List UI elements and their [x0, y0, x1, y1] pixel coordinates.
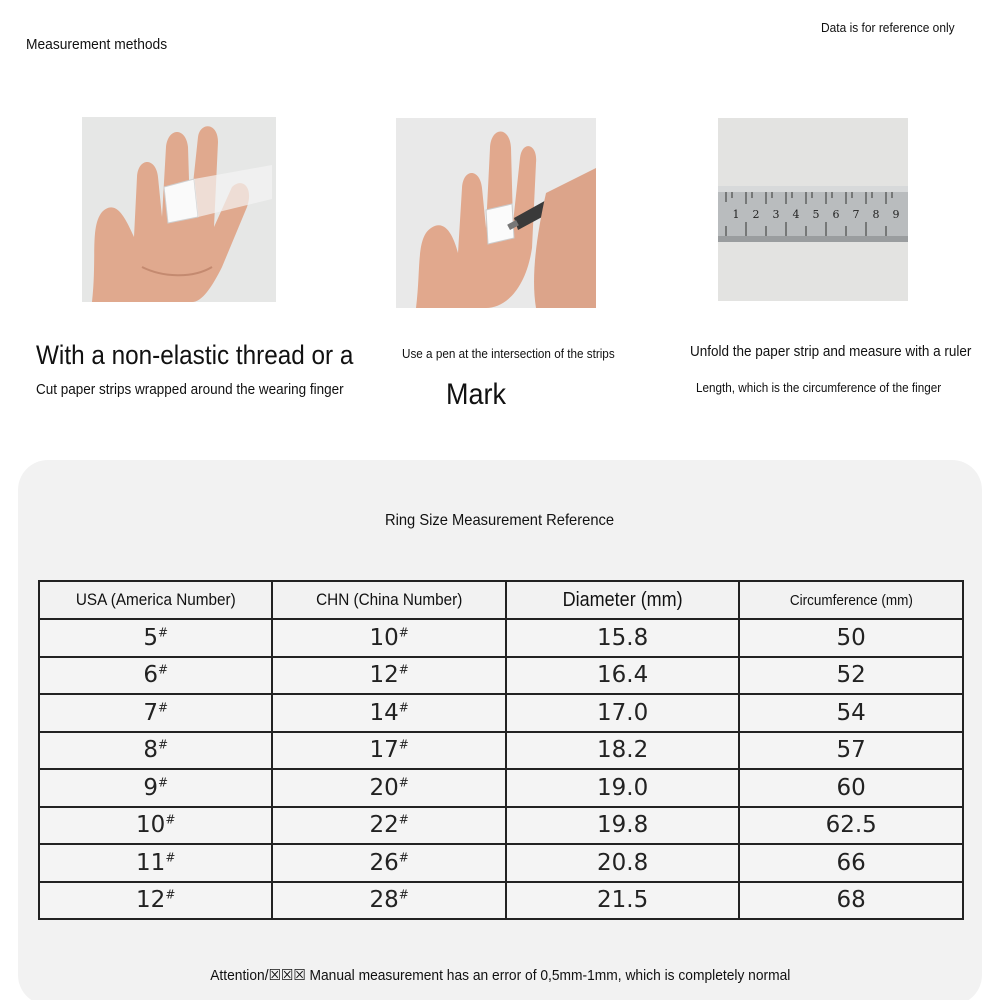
ruler-number: 3: [772, 208, 780, 221]
usa-size-cell: 8#: [39, 732, 272, 770]
chn-size-cell: 10#: [272, 619, 505, 657]
header-usa: USA (America Number): [39, 581, 272, 619]
instructions-section: [0, 0, 1000, 430]
table-row: [39, 657, 963, 695]
chn-size-cell: 22#: [272, 807, 505, 845]
step3-caption-line2: Length, which is the circumference of the finger: [696, 380, 942, 395]
step1-caption-line2: Cut paper strips wrapped around the wearing finger: [36, 381, 344, 398]
ring-size-table: [38, 580, 964, 920]
table-row: [39, 807, 963, 845]
usa-size-cell: 5#: [39, 619, 272, 657]
diameter-cell: 17.0: [506, 694, 740, 732]
chn-size-cell: 28#: [272, 882, 505, 920]
diameter-cell: 16.4: [506, 657, 740, 695]
diameter-cell: 21.5: [506, 882, 740, 920]
circumference-cell: 57: [739, 732, 963, 770]
circumference-cell: 52: [739, 657, 963, 695]
usa-size-cell: 7#: [39, 694, 272, 732]
ruler-photo: [718, 118, 908, 301]
diameter-cell: 15.8: [506, 619, 740, 657]
chn-size-cell: 14#: [272, 694, 505, 732]
hand-with-paper-strip-photo: [82, 117, 276, 302]
pen-marking-strip-photo: [396, 118, 596, 308]
ruler-number: 5: [812, 208, 820, 221]
usa-size-cell: 12#: [39, 882, 272, 920]
step1-caption-line1: With a non-elastic thread or a: [36, 340, 354, 370]
step2-caption-line2: Mark: [446, 378, 507, 411]
circumference-cell: 62.5: [739, 807, 963, 845]
usa-size-cell: 6#: [39, 657, 272, 695]
table-row: [39, 619, 963, 657]
usa-size-cell: 10#: [39, 807, 272, 845]
diameter-cell: 18.2: [506, 732, 740, 770]
table-row: [39, 694, 963, 732]
diameter-cell: 19.0: [506, 769, 740, 807]
ruler-number: 4: [792, 208, 800, 221]
table-row: [39, 732, 963, 770]
circumference-cell: 66: [739, 844, 963, 882]
diameter-cell: 19.8: [506, 807, 740, 845]
table-row: [39, 769, 963, 807]
ruler-number: 7: [852, 208, 860, 221]
ruler-number: 1: [732, 208, 740, 221]
circumference-cell: 68: [739, 882, 963, 920]
ruler-number: 2: [752, 208, 760, 221]
chn-size-cell: 17#: [272, 732, 505, 770]
table-row: [39, 882, 963, 920]
step3-caption-line1: Unfold the paper strip and measure with a ruler: [690, 343, 972, 360]
ruler-number: 9: [892, 208, 900, 221]
header-circumference: Circumference (mm): [739, 581, 963, 619]
diameter-cell: 20.8: [506, 844, 740, 882]
usa-size-cell: 9#: [39, 769, 272, 807]
page-title: Measurement methods: [26, 36, 168, 53]
header-chn: CHN (China Number): [272, 581, 505, 619]
chn-size-cell: 26#: [272, 844, 505, 882]
usa-size-cell: 11#: [39, 844, 272, 882]
circumference-cell: 54: [739, 694, 963, 732]
circumference-cell: 60: [739, 769, 963, 807]
table-row: [39, 844, 963, 882]
attention-note: Attention/☒☒☒ Manual measurement has an error of 0,5mm-1mm, which is completely normal: [209, 967, 791, 984]
chn-size-cell: 20#: [272, 769, 505, 807]
step2-caption-line1: Use a pen at the intersection of the strips: [402, 346, 615, 361]
circumference-cell: 50: [739, 619, 963, 657]
header-diameter: Diameter (mm): [506, 581, 740, 619]
table-header-row: [39, 581, 963, 619]
ruler-number: 6: [832, 208, 840, 221]
chn-size-cell: 12#: [272, 657, 505, 695]
reference-note: Data is for reference only: [821, 20, 955, 35]
ruler-number: 8: [872, 208, 880, 221]
table-title: Ring Size Measurement Reference: [385, 512, 615, 529]
